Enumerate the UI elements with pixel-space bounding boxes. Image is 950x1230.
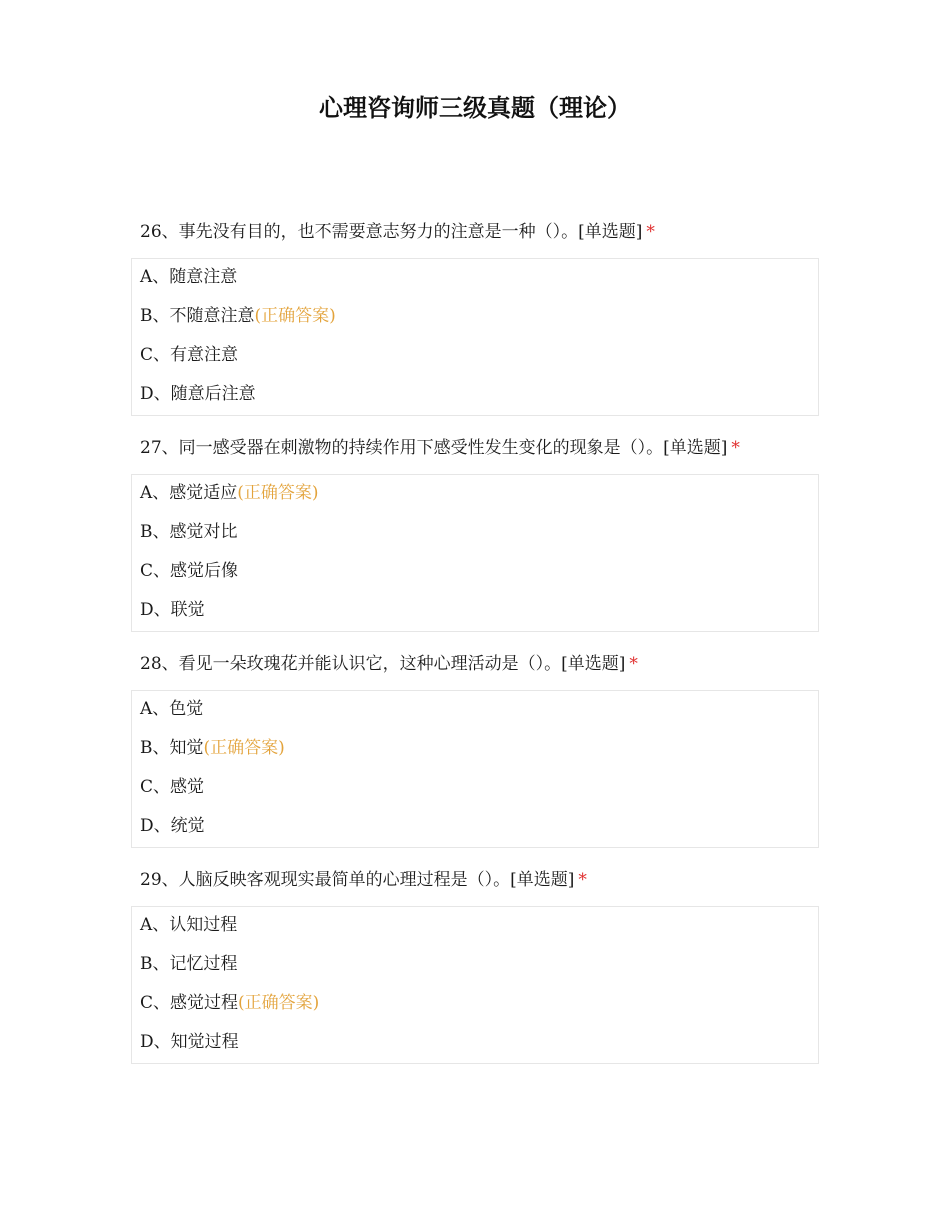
option-text: B、不随意注意 [140,306,255,326]
question-stem-text: 29、人脑反映客观现实最简单的心理过程是（）。[单选题] [140,870,575,890]
question-list [131,214,819,1078]
option-d [132,808,818,847]
required-mark: * [629,654,638,674]
options-box [131,690,819,848]
option-b [132,514,818,553]
question-stem [131,862,819,898]
option-b [132,946,818,985]
option-b [132,730,818,769]
question-stem [131,430,819,466]
option-a [132,907,818,946]
option-text: A、随意注意 [140,267,238,287]
option-d [132,376,818,415]
option-c [132,553,818,592]
option-d [132,592,818,631]
option-c [132,337,818,376]
required-mark: * [646,222,655,242]
option-text: B、记忆过程 [140,954,238,974]
option-c [132,769,818,808]
option-text: D、知觉过程 [140,1032,239,1052]
option-c [132,985,818,1024]
correct-answer-tag: (正确答案) [237,483,319,503]
question-stem [131,646,819,682]
option-b [132,298,818,337]
option-text: A、感觉适应 [140,483,238,503]
option-text: B、感觉对比 [140,522,238,542]
option-text: D、随意后注意 [140,384,256,404]
question-stem-text: 28、看见一朵玫瑰花并能认识它，这种心理活动是（）。[单选题] [140,654,626,674]
question-29 [131,862,819,1064]
correct-answer-tag: (正确答案) [203,738,285,758]
question-stem [131,214,819,250]
options-box [131,906,819,1064]
option-text: C、感觉过程 [140,993,239,1013]
question-27 [131,430,819,632]
correct-answer-tag: (正确答案) [254,306,336,326]
option-text: D、统觉 [140,816,205,836]
option-text: A、认知过程 [140,915,238,935]
question-26 [131,214,819,416]
option-a [132,691,818,730]
question-28 [131,646,819,848]
option-d [132,1024,818,1063]
correct-answer-tag: (正确答案) [238,993,320,1013]
question-stem-text: 27、同一感受器在刺激物的持续作用下感受性发生变化的现象是（）。[单选题] [140,438,728,458]
options-box [131,474,819,632]
option-text: B、知觉 [140,738,204,758]
page-title: 心理咨询师三级真题（理论） [319,94,631,122]
options-box [131,258,819,416]
option-a [132,475,818,514]
option-text: D、联觉 [140,600,205,620]
required-mark: * [731,438,740,458]
option-text: A、色觉 [140,699,204,719]
option-a [132,259,818,298]
option-text: C、有意注意 [140,345,239,365]
required-mark: * [578,870,587,890]
option-text: C、感觉后像 [140,561,239,581]
option-text: C、感觉 [140,777,205,797]
question-stem-text: 26、事先没有目的，也不需要意志努力的注意是一种（）。[单选题] [140,222,643,242]
